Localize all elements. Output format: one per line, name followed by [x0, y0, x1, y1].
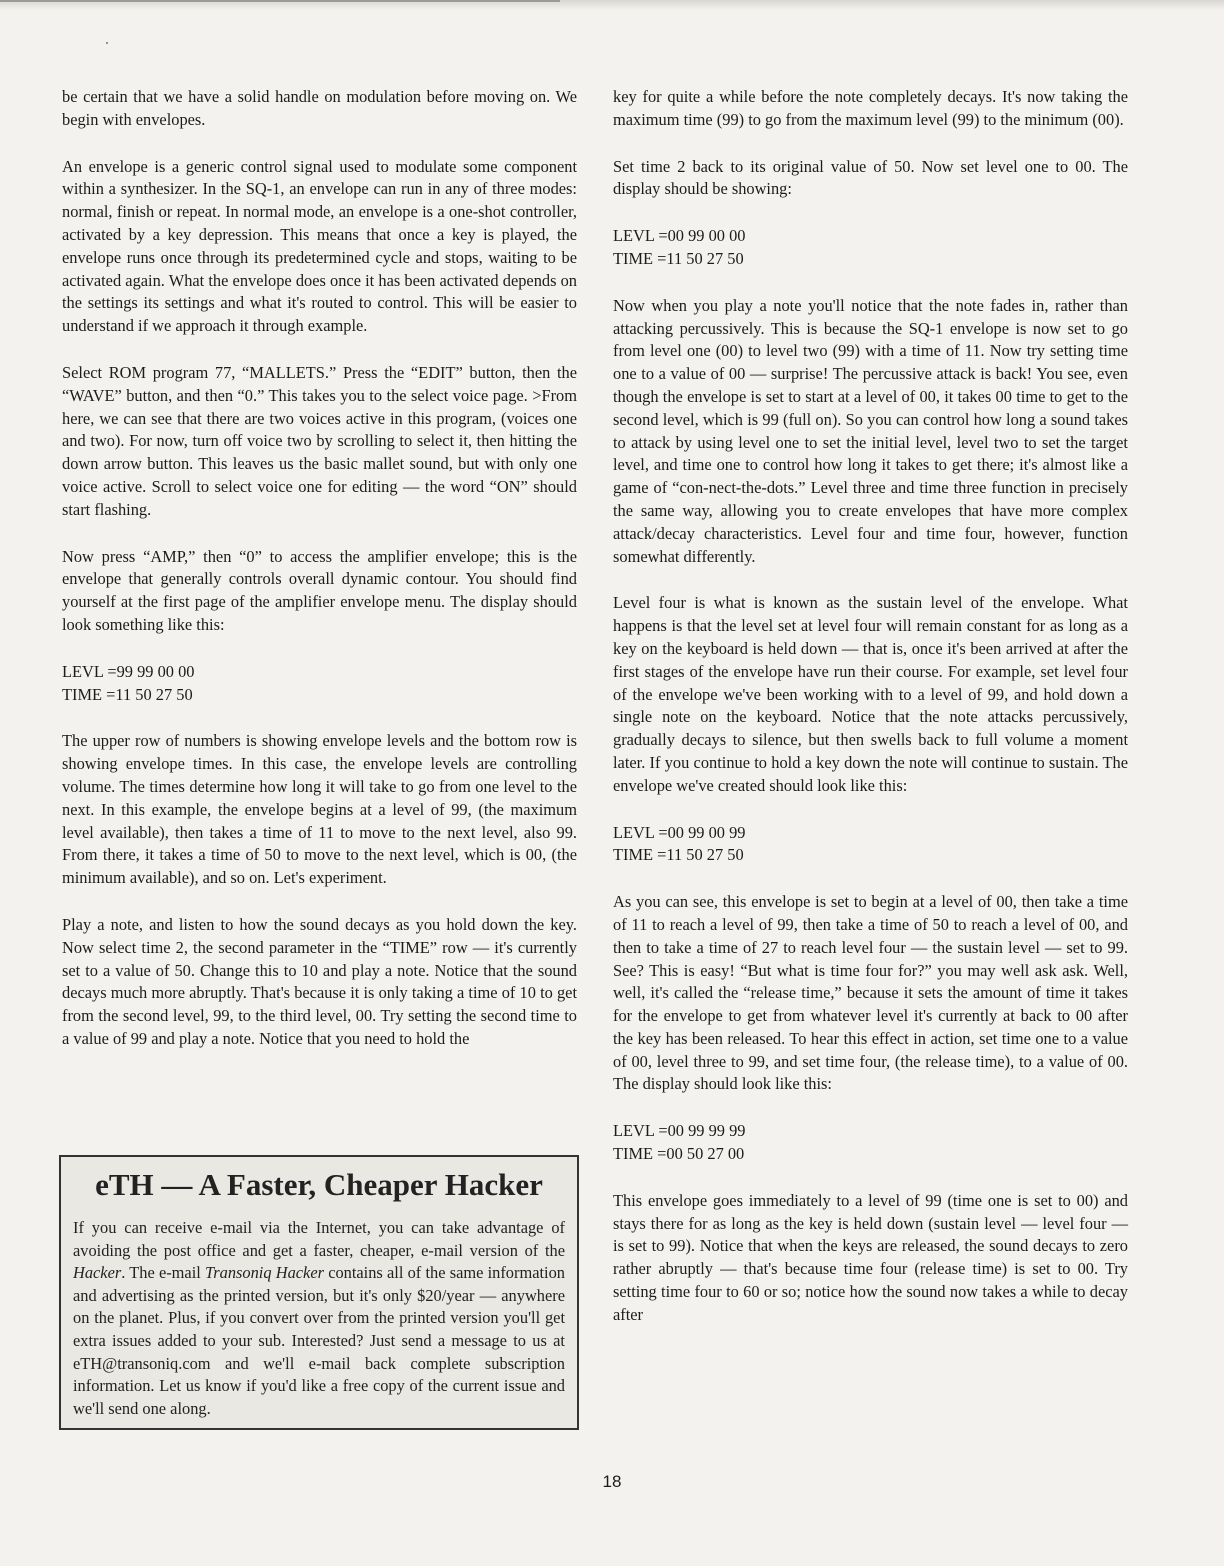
paragraph: Now press “AMP,” then “0” to access the amplifier envelope; this is the envelope that generally controls overall dynamic contour. You should find yourself at the first page of the amplifier envelope menu. The display should look something like this: [62, 546, 577, 634]
sidebar-text: If you can receive e-mail via the Internet, you can take advantage of avoiding the post office and get a faster, cheaper, e-mail version of the [73, 1218, 565, 1260]
paragraph: Select ROM program 77, “MALLETS.” Press the “EDIT” button, then the “WAVE” button, and then “0.” This takes you to the select voice page. >From here, we can see that there are two voices active in this program, (voices one and two). For now, turn off voice two by scrolling to select it, then hitting the down arrow button. This leaves us the basic mallet sound, but with only one voice active. Scroll to select voice one for editing — the word “ON” should start flashing. [62, 362, 577, 519]
sidebar-title: eTH — A Faster, Cheaper Hacker [95, 1167, 543, 1202]
display-levl-row: LEVL =99 99 00 00 [62, 661, 195, 681]
display-time-row: TIME =00 50 27 00 [613, 1144, 745, 1164]
sidebar-body [73, 1217, 565, 1420]
eth-sidebar-box [59, 1155, 579, 1430]
display-levl-row: LEVL =00 99 99 99 [613, 1121, 746, 1141]
page-number: 18 [602, 1472, 622, 1491]
paragraph: Level four is what is known as the sustain level of the envelope. What happens is that the level set at level four will remain constant for as long as a key on the keyboard is held down — that is, once it's been arrived at after the first stages of the envelope have run their course. For example, set level four of the envelope we've been working with to a level of 99, and hold down a single note on the keyboard. Notice that the note attacks percussively, gradually decays to silence, but then swells back to full volume a moment later. If you continue to hold a key down the note will continue to sustain. The envelope we've created should look like this: [613, 593, 1128, 795]
paragraph: This envelope goes immediately to a level of 99 (time one is set to 00) and stays there for as long as the key is held down (sustain level — level four — is set to 99). Notice that when the keys are released, the sound decays to zero rather abruptly — that's because time four (release time) is set to 00. Try setting time four to 60 or so; notice how the sound now takes a while to decay after [613, 1190, 1128, 1324]
display-readout [62, 661, 577, 707]
sidebar-hacker-title: Hacker [73, 1263, 122, 1283]
display-time-row: TIME =11 50 27 50 [62, 684, 193, 704]
paragraph: key for quite a while before the note completely decays. It's now taking the maximum time (99) to go from the maximum level (99) to the minimum (00). [613, 87, 1128, 129]
right-column [613, 86, 1128, 1327]
top-rule [0, 0, 560, 2]
paragraph: The upper row of numbers is showing envelope levels and the bottom row is showing envelope times. In this case, the envelope levels are controlling volume. The times determine how long it will take to go from one level to the next. In this example, the envelope begins at a level of 99, (the maximum level available), then takes a time of 11 to move to the next level, also 99. From there, it takes a time of 50 to move to the next level, which is 00, (the minimum available), and so on. Let's experiment. [62, 731, 577, 888]
display-time-row: TIME =11 50 27 50 [613, 248, 744, 268]
display-readout [613, 225, 1128, 271]
scan-speck [106, 42, 108, 44]
display-time-row: TIME =11 50 27 50 [613, 845, 744, 865]
paragraph: As you can see, this envelope is set to begin at a level of 00, then take a time of 11 to reach a level of 99, then take a time of 50 to reach a level of 00, and then to take a time of 27 to reach level four — the sustain level — set to 99. See? This is easy! “But what is time four for?” you may well ask ask. Well, well, it's called the “release time,” because it sets the amount of time it takes for the envelope to get from whatever level it's currently at back to 00 after the key has been released. To hear this effect in action, set time one to a value of 00, level three to 99, and set time four, (the release time), to a value of 00. The display should look like this: [613, 892, 1128, 1094]
display-readout [613, 1120, 1128, 1166]
display-levl-row: LEVL =00 99 00 00 [613, 226, 746, 246]
left-column [62, 86, 577, 1051]
paragraph: Set time 2 back to its original value of 50. Now set level one to 00. The display should be showing: [613, 156, 1128, 199]
paragraph: be certain that we have a solid handle on modulation before moving on. We begin with envelopes. [62, 87, 577, 129]
sidebar-text: contains all of the same information and advertising as the printed version, but it's only $20/year — anywhere on the planet. Plus, if you convert over from the printed version you'll get extra issues added to your sub. Interested? Just send a message to us at eTH@transoniq.com and we'll e-mail back complete subscription information. Let us know if you'd like a free copy of the current issue and we'll send one along. [73, 1263, 565, 1418]
display-readout [613, 822, 1128, 868]
paragraph: An envelope is a generic control signal used to modulate some component within a synthesizer. In the SQ-1, an envelope can run in any of three modes: normal, finish or repeat. In normal mode, an envelope is a one-shot controller, activated by a key depression. This means that once a key is played, the envelope runs once through its predetermined cycle and stops, waiting to be activated again. What the envelope does once it has been activated depends on the settings its settings and what it's routed to control. This will be easier to understand if we approach it through example. [62, 156, 577, 336]
paragraph: Now when you play a note you'll notice that the note fades in, rather than attacking percussively. This is because the SQ-1 envelope is now set to go from level one (00) to level two (99) with a time of 11. Now try setting time one to a value of 00 — surprise! The percussive attack is back! You see, even though the envelope is set to start at a level of 00, it takes 00 time to get to the second level, which is 99 (full on). So you can control how long a sound takes to attack by using level one to set the initial level, level two to set the target level, and time one to control how long it takes to get there; it's almost like a game of “con-nect-the-dots.” Level three and time three function in precisely the same way, allowing you to create envelopes that have more complex attack/decay characteristics. Level four and time four, however, function somewhat differently. [613, 295, 1128, 566]
sidebar-text: . The e-mail [121, 1263, 206, 1283]
display-levl-row: LEVL =00 99 00 99 [613, 822, 746, 842]
paragraph: Play a note, and listen to how the sound decays as you hold down the key. Now select time 2, the second parameter in the “TIME” row — it's currently set to a value of 50. Change this to 10 and play a note. Notice that the sound decays much more abruptly. That's because it is only taking a time of 10 to get from the second level, 99, to the third level, 00. Try setting the second time to a value of 99 and play a note. Notice that you need to hold the [62, 914, 577, 1048]
sidebar-transoniq-title: Transoniq Hacker [205, 1263, 324, 1283]
